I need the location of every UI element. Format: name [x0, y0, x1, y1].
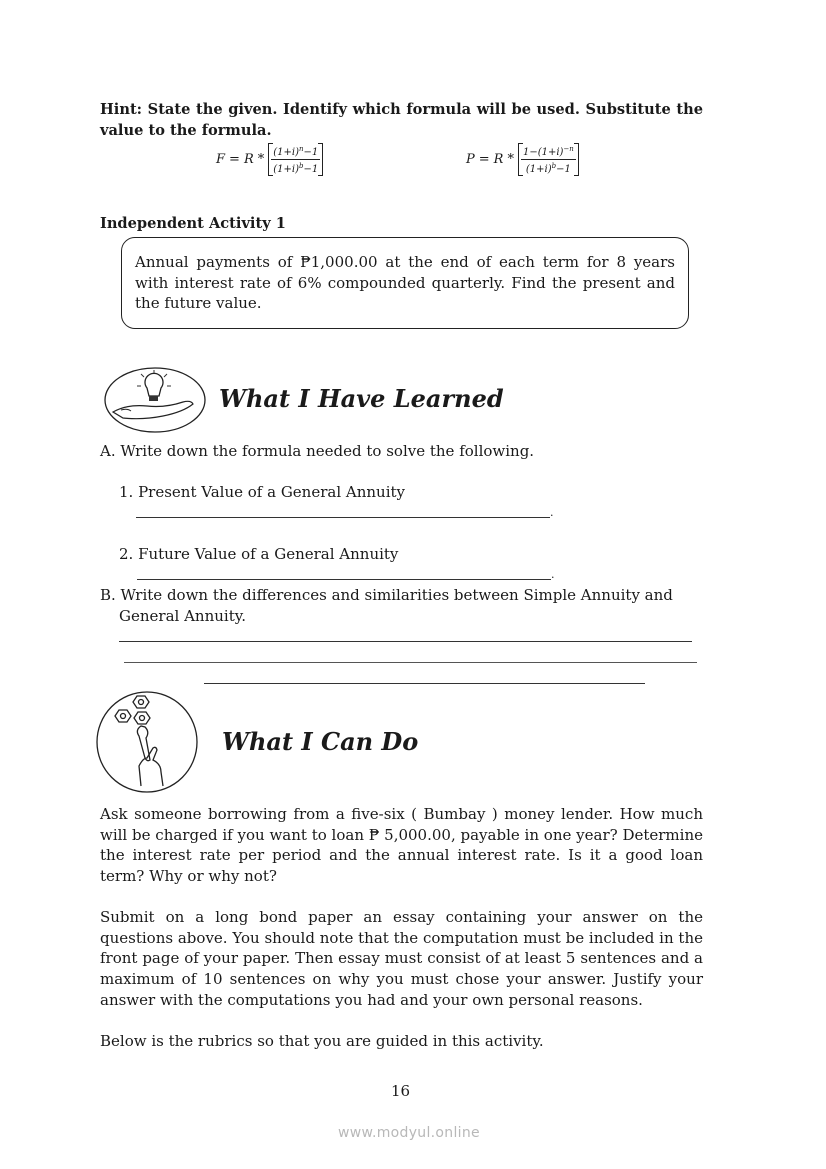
- formula-lhs: P: [466, 152, 475, 167]
- future-value-formula: [216, 143, 323, 176]
- answer-blank-future-value[interactable]: [137, 579, 551, 580]
- watermark: www.modyul.online: [338, 1125, 480, 1141]
- independent-activity-title: Independent Activity 1: [100, 215, 286, 232]
- blank-period: .: [550, 506, 554, 519]
- answer-blank-present-value[interactable]: [136, 517, 550, 518]
- lightbulb-in-hand-icon: [103, 366, 207, 434]
- present-value-formula: [466, 143, 579, 176]
- can-do-paragraph-2: Submit on a long bond paper an essay containing your answer on the questions above. You should note that the computation must be included in the front page of your paper. Then essay must consist of at least 5 sentences and a maximum of 10 sentences on why you must chose your answer. Justify your answer with the computations you had and your own personal reasons.: [100, 908, 703, 1009]
- item-future-value: 2. Future Value of a General Annuity: [119, 545, 399, 563]
- can-do-paragraph-3: Below is the rubrics so that you are guided in this activity.: [100, 1032, 544, 1050]
- can-do-paragraph-1: Ask someone borrowing from a five-six ( Bumbay ) money lender. How much will be charged if you want to loan ₱ 5,000.00, payable in one year? Determine the interest rate per period and the annual interest rate. Is it a good loan term? Why or why not?: [100, 805, 703, 886]
- formula-numerator: $1-(1+i)^{-n}$: [522, 145, 574, 158]
- formula-numerator: $(1+i)^n-1$: [273, 145, 319, 158]
- blank-period: .: [551, 568, 555, 581]
- part-b-instruction-line2: General Annuity.: [119, 607, 246, 625]
- formula-fraction: [521, 143, 576, 176]
- what-i-have-learned-heading: What I Have Learned: [219, 384, 504, 413]
- formula-lhs: F: [216, 152, 226, 167]
- formula-fraction: [271, 143, 320, 176]
- answer-line-3[interactable]: [204, 683, 645, 684]
- formula-r: R: [493, 152, 504, 167]
- answer-line-2[interactable]: [124, 662, 697, 663]
- what-i-can-do-heading: What I Can Do: [222, 727, 419, 756]
- part-a-instruction: A. Write down the formula needed to solve the following.: [100, 442, 535, 460]
- hint-text: Hint: State the given. Identify which formula will be used. Substitute the value to the formula.: [100, 101, 703, 139]
- part-b-instruction-line1: B. Write down the differences and similarities between Simple Annuity and: [100, 586, 673, 604]
- formula-r: R: [243, 152, 254, 167]
- formula-equals: =: [478, 152, 490, 167]
- answer-line-1[interactable]: [119, 641, 692, 642]
- formula-bracket: [518, 143, 579, 176]
- hand-with-wrench-and-nuts-icon: [95, 690, 199, 794]
- formula-bracket: [268, 143, 323, 176]
- item-present-value: 1. Present Value of a General Annuity: [119, 483, 406, 501]
- formula-denominator: $(1+i)^b-1$: [273, 162, 319, 175]
- formula-denominator: $(1+i)^b-1$: [525, 162, 571, 175]
- page-number: 16: [391, 1082, 411, 1100]
- formula-equals: =: [229, 152, 240, 167]
- formula-times: *: [257, 152, 265, 167]
- formula-times: *: [507, 152, 514, 167]
- activity-problem: Annual payments of ₱1,000.00 at the end of each term for 8 years with interest rate of 6% compounded quarterly. Find the present and the future value.: [135, 253, 675, 313]
